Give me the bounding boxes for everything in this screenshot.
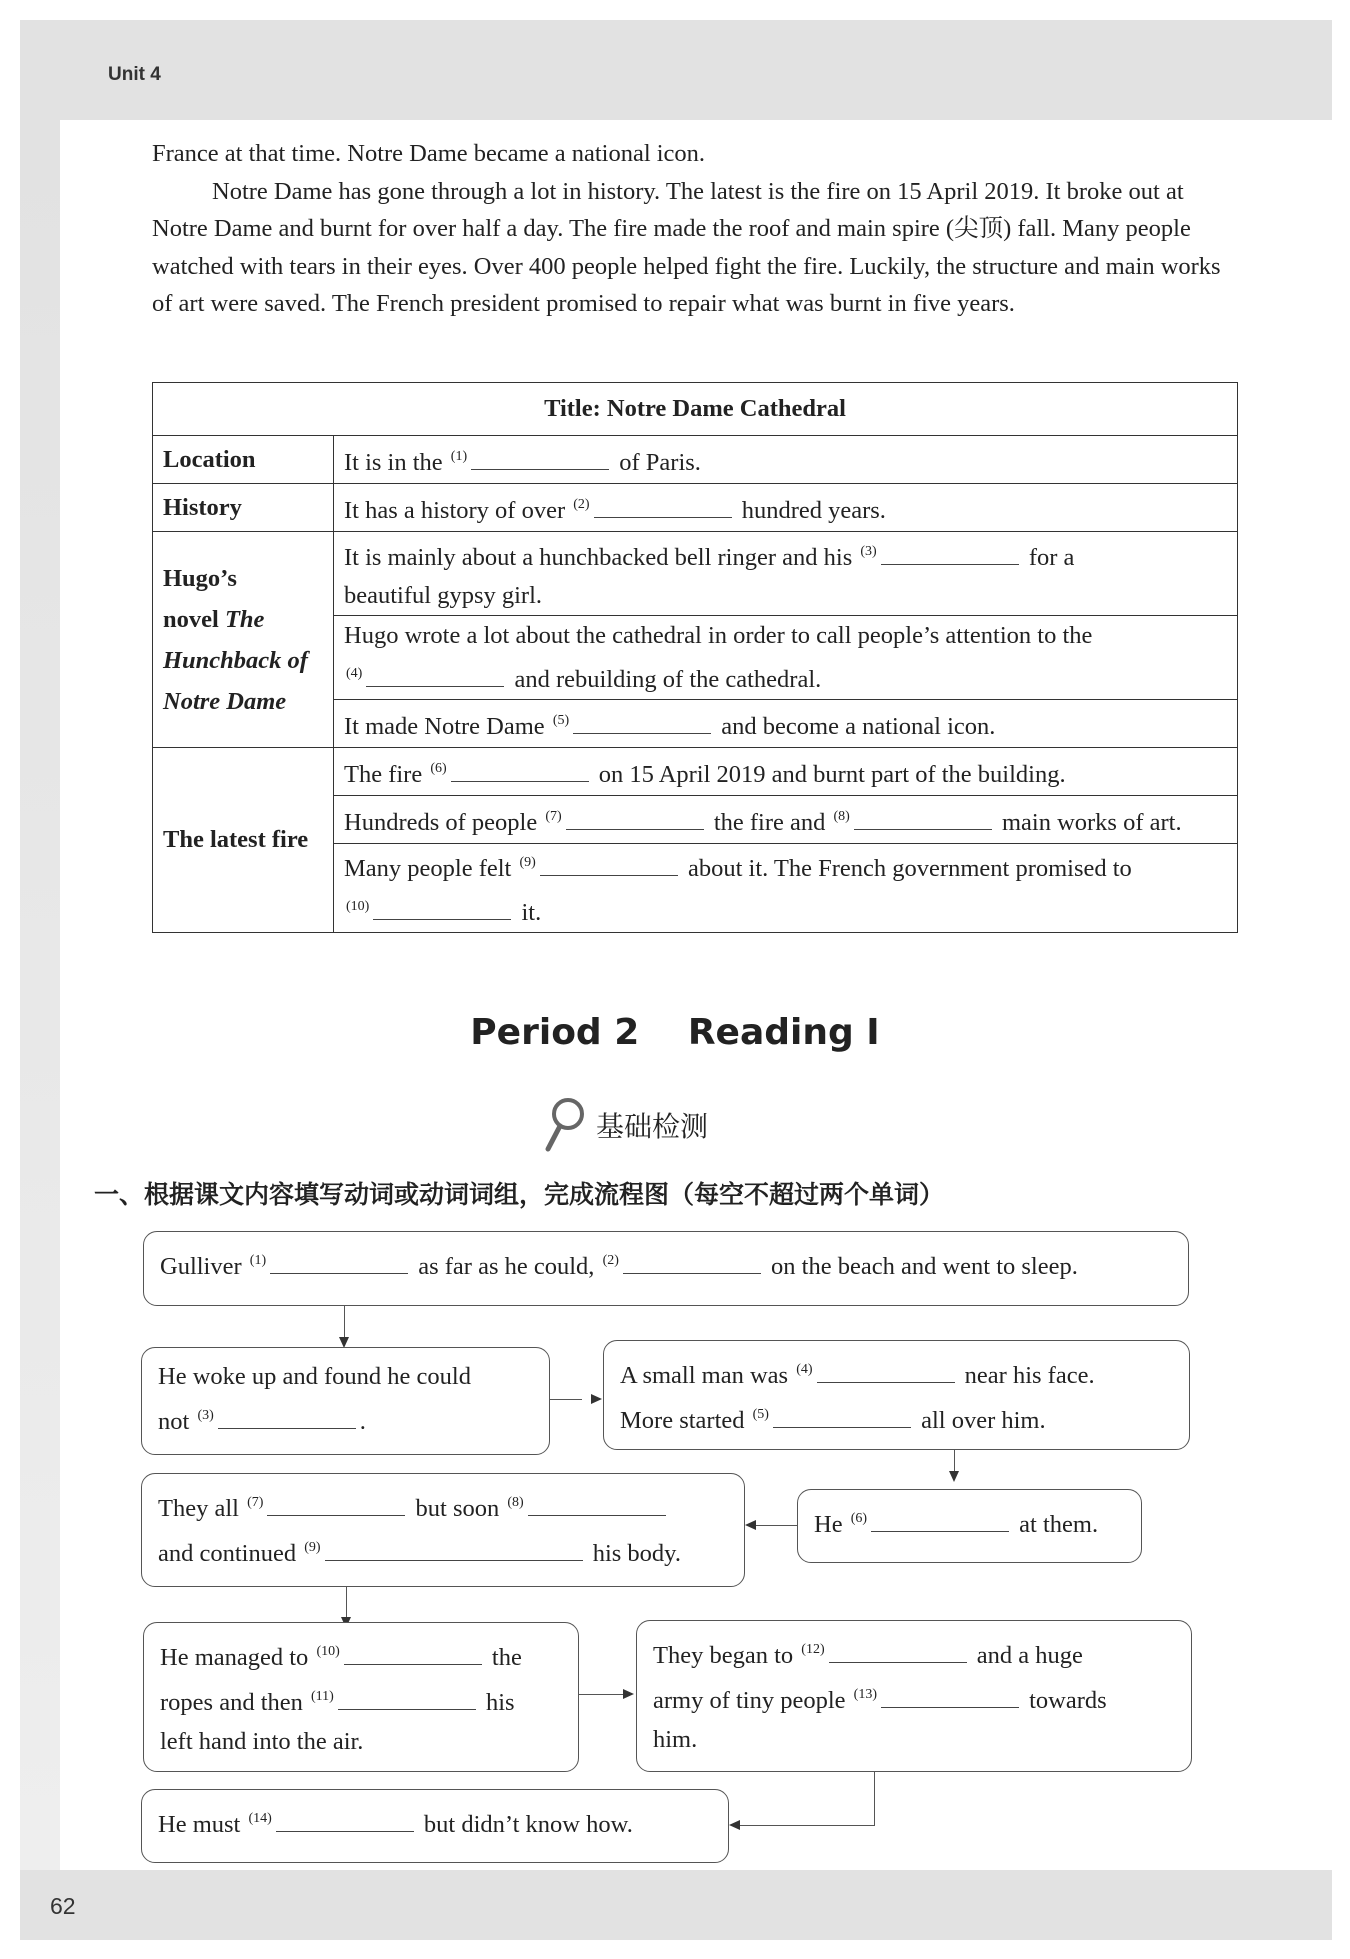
period-name: Reading I — [687, 1012, 880, 1053]
period-number: Period 2 — [470, 1012, 640, 1053]
flow-arrow — [591, 1394, 602, 1404]
blank-9[interactable] — [540, 857, 678, 876]
section-title: 基础检测 — [596, 1110, 709, 1143]
row-label-history: History — [153, 484, 334, 532]
page-number: 62 — [50, 1893, 76, 1919]
flow-blank-9[interactable] — [325, 1542, 583, 1561]
unit-label: Unit 4 — [108, 64, 161, 85]
blank-1[interactable] — [471, 451, 609, 470]
flow-connector — [874, 1772, 875, 1825]
blank-6[interactable] — [451, 763, 589, 782]
flow-blank-12[interactable] — [829, 1644, 967, 1663]
flow-blank-7[interactable] — [267, 1497, 405, 1516]
fire-row-1: The fire $^{(6)}$ on 15 April 2019 and burnt part of the building. — [334, 748, 1238, 796]
flow-connector — [755, 1525, 797, 1526]
flow-connector — [740, 1825, 875, 1826]
flow-connector — [579, 1694, 623, 1695]
flow-blank-6[interactable] — [871, 1513, 1009, 1532]
location-cell: It is in the $^{(1)}$ of Paris. — [334, 436, 1238, 484]
flow-box-7: They began to $^{(12)}$ and a huge army of tiny people $^{(13)}$ towards him. — [636, 1620, 1192, 1772]
blank-10[interactable] — [373, 901, 511, 920]
magnifier-icon — [540, 1097, 586, 1153]
flow-blank-4[interactable] — [817, 1364, 955, 1383]
fire-row-3: Many people felt $^{(9)}$ about it. The French government promised to $^{(10)}$ it. — [334, 844, 1238, 933]
flow-blank-8[interactable] — [528, 1497, 666, 1516]
reading-passage — [152, 135, 1227, 323]
blank-8[interactable] — [854, 811, 992, 830]
row-label-hugo-novel: Hugo’s novel The Hunchback of Notre Dame — [153, 532, 334, 748]
flow-arrow — [949, 1471, 959, 1482]
blank-2[interactable] — [594, 499, 732, 518]
flow-connector — [954, 1450, 955, 1472]
flow-box-5: They all $^{(7)}$ but soon $^{(8)}$ and continued $^{(9)}$ his body. — [141, 1473, 745, 1587]
page-shadow-top — [20, 20, 1332, 120]
exercise-instruction: 一、根据课文内容填写动词或动词词组，完成流程图（每空不超过两个单词） — [94, 1180, 945, 1209]
flow-box-1: Gulliver $^{(1)}$ as far as he could, $^{(2)}$ on the beach and went to sleep. — [143, 1231, 1189, 1306]
blank-5[interactable] — [573, 715, 711, 734]
table-title: Title: Notre Dame Cathedral — [153, 383, 1238, 436]
summary-table — [152, 382, 1238, 933]
flow-box-8: He must $^{(14)}$ but didn’t know how. — [141, 1789, 729, 1863]
hugo-row-3: It made Notre Dame $^{(5)}$ and become a national icon. — [334, 700, 1238, 748]
flow-blank-5[interactable] — [773, 1409, 911, 1428]
period-title — [0, 1012, 1350, 1053]
page-shadow-bottom — [20, 1870, 1332, 1940]
flow-box-4: He $^{(6)}$ at them. — [797, 1489, 1142, 1563]
flow-blank-14[interactable] — [276, 1813, 414, 1832]
hugo-row-1: It is mainly about a hunchbacked bell ringer and his $^{(3)}$ for a beautiful gypsy girl. — [334, 532, 1238, 616]
flow-arrow — [729, 1820, 740, 1830]
flow-connector — [550, 1399, 582, 1400]
blank-3[interactable] — [881, 546, 1019, 565]
flow-box-3: A small man was $^{(4)}$ near his face. More started $^{(5)}$ all over him. — [603, 1340, 1190, 1450]
flow-arrow — [745, 1520, 756, 1530]
blank-7[interactable] — [566, 811, 704, 830]
fire-row-2: Hundreds of people $^{(7)}$ the fire and $^{(8)}$ main works of art. — [334, 796, 1238, 844]
flow-blank-2[interactable] — [623, 1255, 761, 1274]
flow-connector — [346, 1587, 347, 1618]
blank-4[interactable] — [366, 668, 504, 687]
section-heading — [540, 1097, 708, 1153]
passage-paragraph-2: Notre Dame has gone through a lot in history. The latest is the fire on 15 April 2019. It broke out at Notre Dame and burnt for over half a day. The fire made the roof and main spire (尖顶) fall. Many people watched with tears in their eyes. Over 400 people helped fight the fire. Luckily, the structure and main works of art were saved. The French president promised to repair what was burnt in five years. — [152, 177, 1221, 318]
row-label-location: Location — [153, 436, 334, 484]
flow-blank-3[interactable] — [218, 1410, 356, 1429]
flow-box-2: He woke up and found he could not $^{(3)}$ . — [141, 1347, 550, 1455]
flow-box-6: He managed to $^{(10)}$ the ropes and then $^{(11)}$ his left hand into the air. — [143, 1622, 579, 1772]
hugo-row-2: Hugo wrote a lot about the cathedral in order to call people’s attention to the $^{(4)}$ and rebuilding of the cathedral. — [334, 616, 1238, 700]
flow-connector — [344, 1306, 345, 1338]
passage-paragraph-1: France at that time. Notre Dame became a national icon. — [152, 140, 706, 167]
page-shadow-left — [20, 120, 60, 1870]
history-cell: It has a history of over $^{(2)}$ hundred years. — [334, 484, 1238, 532]
flow-blank-10[interactable] — [344, 1646, 482, 1665]
flow-arrow — [623, 1689, 634, 1699]
flow-blank-1[interactable] — [270, 1255, 408, 1274]
row-label-latest-fire: The latest fire — [153, 748, 334, 933]
flow-blank-13[interactable] — [881, 1689, 1019, 1708]
flow-blank-11[interactable] — [338, 1691, 476, 1710]
